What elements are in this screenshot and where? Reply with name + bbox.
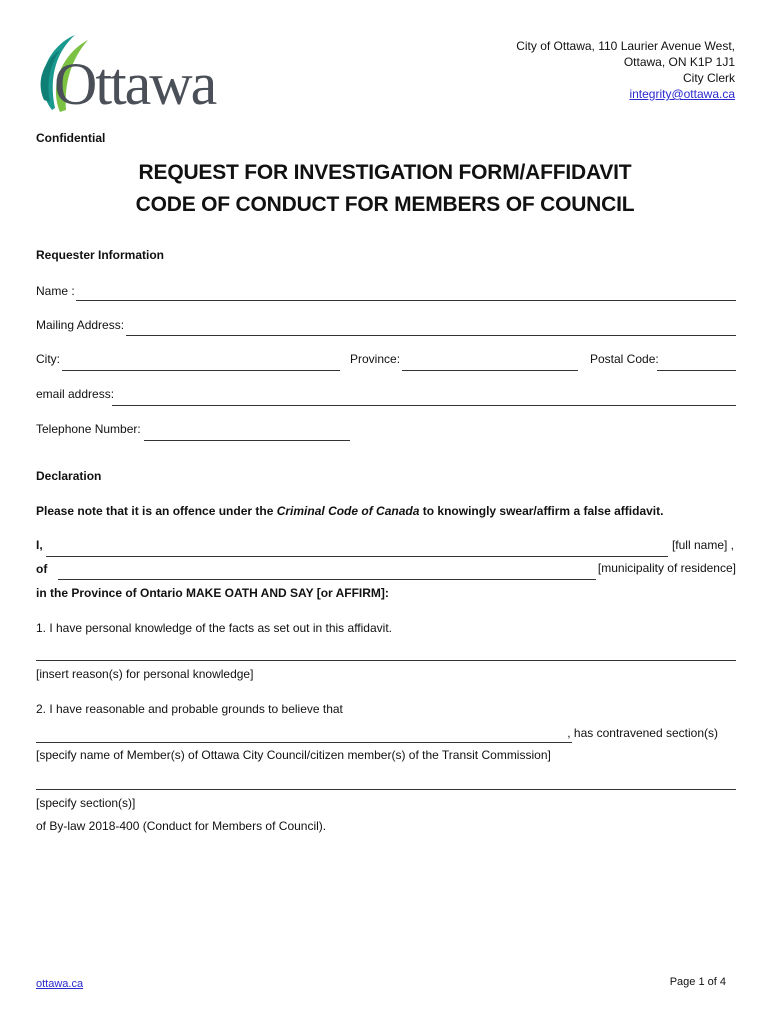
item-1-field[interactable] [36, 660, 736, 661]
i-label: I, [36, 538, 43, 552]
offence-note-suffix: to knowingly swear/affirm a false affidavit. [419, 504, 664, 518]
province-field[interactable] [402, 370, 578, 371]
province-label: Province: [350, 352, 401, 366]
name-label: Name : [36, 284, 75, 298]
offence-note-italic: Criminal Code of Canada [276, 504, 420, 518]
item-1-hint: [insert reason(s) for personal knowledge] [36, 667, 254, 681]
postal-code-field[interactable] [657, 370, 736, 371]
logo-wordmark: Ottawa [54, 51, 216, 117]
address-line-3: City Clerk [682, 71, 735, 85]
telephone-label: Telephone Number: [36, 422, 141, 436]
address-line-2: Ottawa, ON K1P 1J1 [623, 55, 735, 69]
municipality-field[interactable] [58, 579, 596, 580]
city-field[interactable] [62, 370, 340, 371]
confidential-label: Confidential [36, 131, 106, 145]
member-name-field[interactable] [36, 742, 572, 743]
oath-statement: in the Province of Ontario MAKE OATH AND SAY [or AFFIRM]: [36, 586, 389, 600]
email-address-field[interactable] [112, 405, 736, 406]
name-field[interactable] [76, 300, 736, 301]
section-hint: [specify section(s)] [36, 796, 136, 810]
page-title-line-2: CODE OF CONDUCT FOR MEMBERS OF COUNCIL [135, 193, 635, 216]
of-label: of [36, 562, 48, 576]
city-label: City: [36, 352, 60, 366]
address-line-1: City of Ottawa, 110 Laurier Avenue West, [516, 39, 735, 53]
page-title-line-1: REQUEST FOR INVESTIGATION FORM/AFFIDAVIT [138, 161, 632, 184]
contravened-text: , has contravened section(s) [567, 726, 718, 740]
municipality-hint: [municipality of residence] [597, 561, 736, 575]
item-1-text: 1. I have personal knowledge of the facts as set out in this affidavit. [36, 621, 392, 635]
telephone-field[interactable] [144, 440, 350, 441]
offence-note [36, 504, 663, 518]
declaration-heading: Declaration [36, 469, 102, 483]
email-link[interactable]: integrity@ottawa.ca [629, 87, 735, 101]
ottawa-logo [30, 30, 230, 120]
requester-heading: Requester Information [36, 248, 165, 262]
full-name-field[interactable] [46, 556, 668, 557]
page-number: Page 1 of 4 [669, 976, 726, 988]
footer-site-link[interactable]: ottawa.ca [36, 978, 84, 990]
member-hint: [specify name of Member(s) of Ottawa City Council/citizen member(s) of the Transit Commission] [36, 748, 551, 762]
bylaw-text: of By-law 2018-400 (Conduct for Members of Council). [36, 819, 327, 833]
item-2-text: 2. I have reasonable and probable grounds to believe that [36, 702, 343, 716]
email-address-label: email address: [36, 387, 115, 401]
address-block [516, 38, 735, 102]
section-field[interactable] [36, 789, 736, 790]
mailing-address-field[interactable] [126, 335, 736, 336]
mailing-address-label: Mailing Address: [36, 318, 125, 332]
full-name-hint: [full name] , [671, 538, 734, 552]
offence-note-prefix: Please note that it is an offence under the [36, 504, 277, 518]
postal-code-label: Postal Code: [590, 352, 659, 366]
